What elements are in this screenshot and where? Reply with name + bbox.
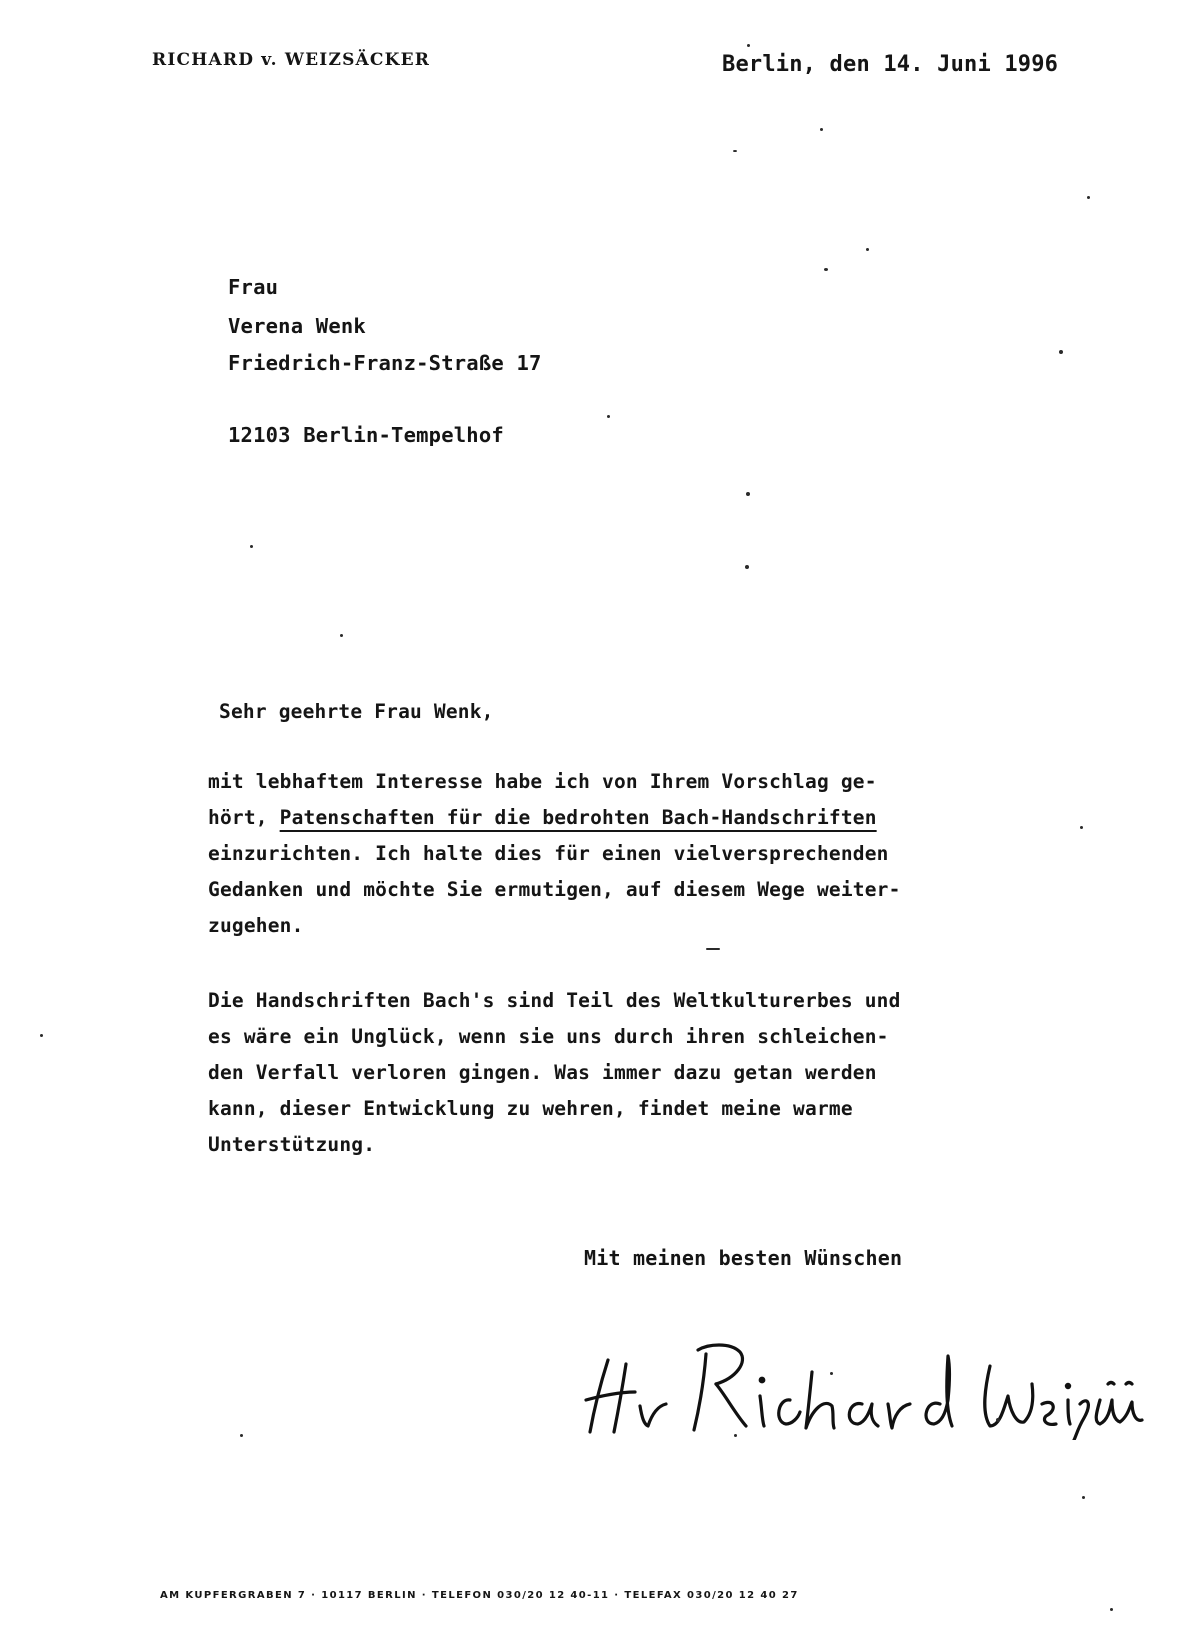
- speck: [240, 1434, 243, 1437]
- speck: [1059, 350, 1063, 354]
- salutation: Sehr geehrte Frau Wenk,: [219, 700, 494, 723]
- paragraph-line: [208, 806, 877, 829]
- speck: [996, 1418, 1000, 1422]
- speck: [733, 150, 737, 152]
- recipient-title: Frau: [228, 275, 279, 299]
- speck: [745, 565, 749, 569]
- recipient-city: 12103 Berlin-Tempelhof: [228, 423, 504, 447]
- footer-address: AM KUPFERGRABEN 7 · 10117 BERLIN · TELEFON 030/20 12 40-11 · TELEFAX 030/20 12 40 27: [160, 1590, 799, 1601]
- speck: [706, 948, 720, 950]
- letter-date: Berlin, den 14. Juni 1996: [722, 52, 1059, 77]
- paragraph-line: Die Handschriften Bach's sind Teil des Weltkulturerbes und: [208, 989, 901, 1012]
- speck: [40, 1034, 43, 1037]
- speck: [734, 1434, 737, 1437]
- speck: [866, 248, 869, 251]
- recipient-street: Friedrich-Franz-Straße 17: [228, 351, 542, 375]
- speck: [1087, 196, 1090, 199]
- paragraph-line-start: hört,: [208, 806, 280, 829]
- paragraph-line: es wäre ein Unglück, wenn sie uns durch ihren schleichen-: [208, 1025, 889, 1048]
- recipient-name: Verena Wenk: [228, 314, 366, 338]
- paragraph-line: einzurichten. Ich halte dies für einen vielversprechenden: [208, 842, 889, 865]
- speck: [1110, 1608, 1113, 1611]
- handwritten-signature: [580, 1300, 1160, 1440]
- speck: [250, 545, 253, 548]
- paragraph-line: den Verfall verloren gingen. Was immer dazu getan werden: [208, 1061, 877, 1084]
- letterhead-name: RICHARD v. WEIZSÄCKER: [152, 50, 431, 70]
- paragraph-line: mit lebhaftem Interesse habe ich von Ihrem Vorschlag ge-: [208, 770, 877, 793]
- paragraph-line: Gedanken und möchte Sie ermutigen, auf diesem Wege weiter-: [208, 878, 901, 901]
- speck: [824, 268, 828, 271]
- underlined-phrase: Patenschaften für die bedrohten Bach-Handschriften: [279, 806, 877, 829]
- speck: [820, 128, 823, 131]
- speck: [1082, 1496, 1085, 1499]
- speck: [830, 1372, 833, 1375]
- paragraph-line: kann, dieser Entwicklung zu wehren, findet meine warme: [208, 1097, 853, 1120]
- paragraph-line: Unterstützung.: [208, 1133, 376, 1156]
- speck: [340, 634, 343, 637]
- paragraph-line: zugehen.: [208, 914, 304, 937]
- speck: [747, 44, 750, 47]
- closing-line: Mit meinen besten Wünschen: [584, 1246, 903, 1270]
- speck: [607, 415, 610, 418]
- speck: [746, 492, 750, 496]
- speck: [1080, 826, 1083, 829]
